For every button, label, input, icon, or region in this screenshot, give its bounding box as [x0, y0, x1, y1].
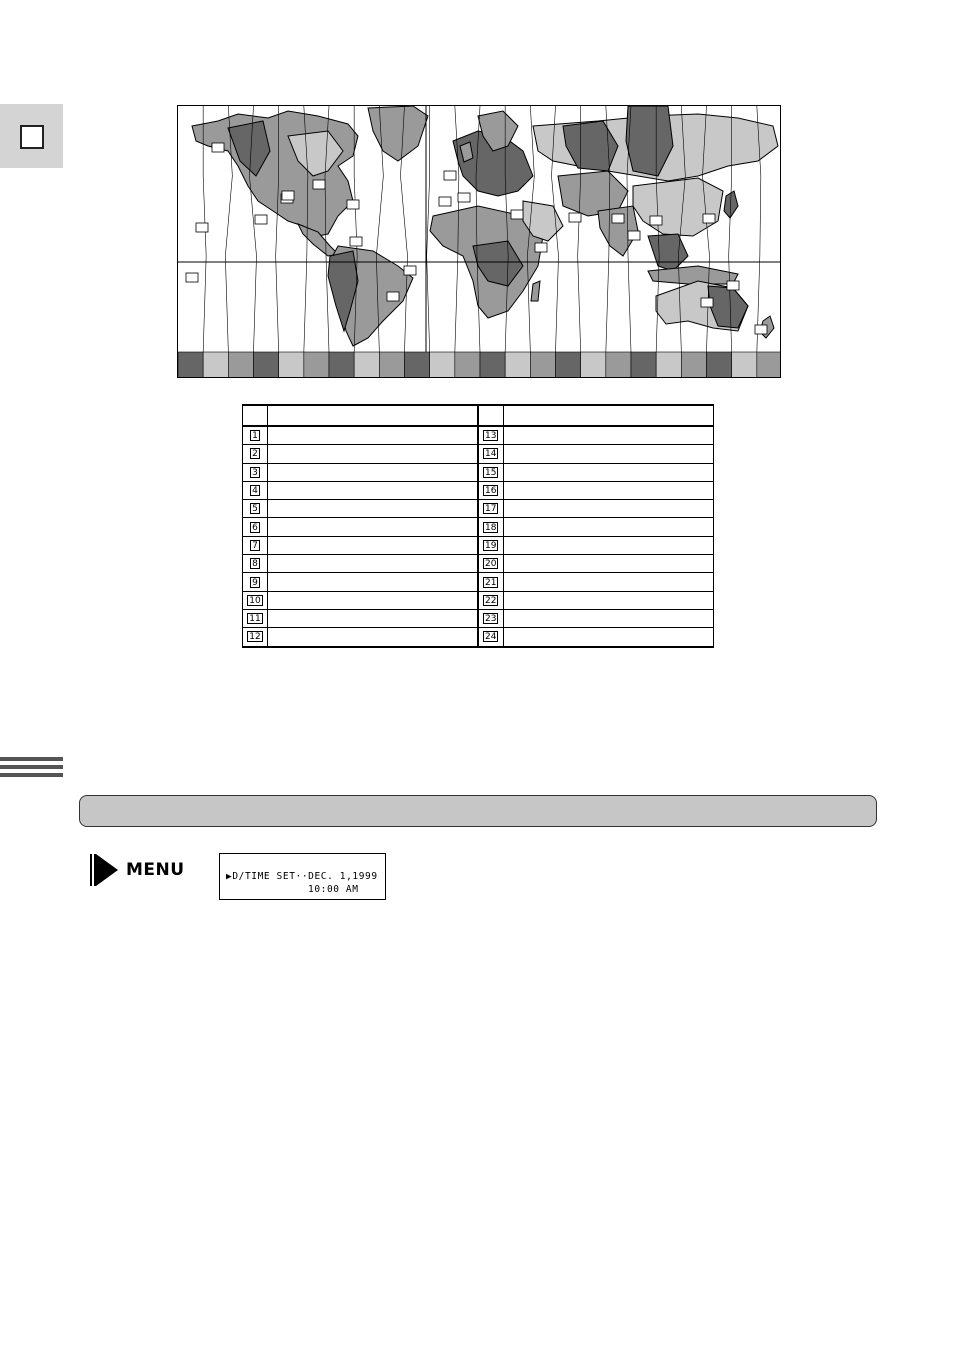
table-row: [243, 536, 714, 554]
zone-shade-cell: [379, 352, 404, 378]
city-marker-box: [212, 143, 224, 152]
zone-number-right: 18: [478, 518, 504, 536]
table-row: [243, 481, 714, 499]
city-marker-box: [727, 281, 739, 290]
city-marker-box: [701, 298, 713, 307]
zone-shade-cell: [681, 352, 706, 378]
zone-shade-cell: [480, 352, 505, 378]
zone-number-right: 20: [478, 555, 504, 573]
menu-label: MENU: [126, 860, 185, 880]
city-marker-box: [511, 210, 523, 219]
table-row: [243, 426, 714, 445]
zone-number-left: 6: [243, 518, 268, 536]
zone-shade-cell: [254, 352, 279, 378]
zone-shade-cell: [228, 352, 253, 378]
zone-number-right: 16: [478, 481, 504, 499]
zone-number-right: 14: [478, 445, 504, 463]
zone-number-right: 21: [478, 573, 504, 591]
city-marker-box: [444, 171, 456, 180]
zone-number-right: 23: [478, 609, 504, 627]
city-marker-box: [255, 215, 267, 224]
zone-area-right: [503, 555, 713, 573]
city-marker-box: [313, 180, 325, 189]
city-marker-box: [186, 273, 198, 282]
zone-shade-cell: [203, 352, 228, 378]
language-tab: [0, 104, 63, 168]
zone-number-left: 7: [243, 536, 268, 554]
zone-shade-cell: [178, 352, 203, 378]
city-marker-box: [755, 325, 767, 334]
zone-number-right: 15: [478, 463, 504, 481]
zone-area-left: [268, 500, 478, 518]
zone-number-right: 19: [478, 536, 504, 554]
zone-area-right: [503, 463, 713, 481]
section-heading-bar: [79, 795, 877, 827]
city-marker-box: [569, 213, 581, 222]
zone-area-left: [268, 591, 478, 609]
zone-area-right: [503, 445, 713, 463]
time-zone-shade-strip: [178, 352, 781, 378]
city-marker-box: [703, 214, 715, 223]
lcd-display: [219, 853, 386, 900]
city-marker-box: [347, 200, 359, 209]
zone-shade-cell: [455, 352, 480, 378]
zone-number-left: 12: [243, 628, 268, 647]
city-marker-box: [196, 223, 208, 232]
zone-area-right: [503, 591, 713, 609]
zone-area-left: [268, 481, 478, 499]
zone-shade-cell: [329, 352, 354, 378]
city-marker-box: [350, 237, 362, 246]
city-marker-box: [535, 243, 547, 252]
zone-shade-cell: [530, 352, 555, 378]
zone-area-right: [503, 628, 713, 647]
zone-area-left: [268, 445, 478, 463]
zone-number-left: 1: [243, 426, 268, 445]
north-america: [192, 111, 358, 236]
zone-area-left: [268, 463, 478, 481]
zone-shade-cell: [505, 352, 530, 378]
southeast-asia: [648, 234, 688, 271]
menu-arrow-icon: [96, 854, 118, 886]
zone-shade-cell: [430, 352, 455, 378]
zone-shade-cell: [581, 352, 606, 378]
table-row: [243, 573, 714, 591]
city-marker-box: [387, 292, 399, 301]
table-header-row: [243, 405, 714, 426]
table-row: [243, 609, 714, 627]
zone-shade-cell: [732, 352, 757, 378]
zone-area-left: [268, 518, 478, 536]
zone-number-right: 13: [478, 426, 504, 445]
zone-shade-cell: [757, 352, 781, 378]
table-row: [243, 591, 714, 609]
zone-number-left: 4: [243, 481, 268, 499]
zone-shade-cell: [656, 352, 681, 378]
zone-number-right: 22: [478, 591, 504, 609]
zone-shade-cell: [631, 352, 656, 378]
zone-area-right: [503, 536, 713, 554]
madagascar: [531, 281, 540, 301]
lcd-line-2: 10:00 AM: [308, 884, 359, 895]
zone-shade-cell: [606, 352, 631, 378]
zone-area-left: [268, 426, 478, 445]
zone-area-left: [268, 555, 478, 573]
zone-area-left: [268, 628, 478, 647]
city-marker-box: [282, 191, 294, 200]
zone-shade-cell: [354, 352, 379, 378]
zone-area-left: [268, 609, 478, 627]
zone-number-left: 2: [243, 445, 268, 463]
table-row: [243, 555, 714, 573]
zone-number-left: 3: [243, 463, 268, 481]
time-zone-table: [242, 404, 714, 648]
header-num-right: [478, 405, 504, 426]
zone-area-right: [503, 426, 713, 445]
china: [633, 178, 723, 236]
header-area-left: [268, 405, 478, 426]
zone-area-left: [268, 536, 478, 554]
lcd-line-1: ▶D/TIME SET··DEC. 1,1999: [226, 871, 378, 882]
zone-number-left: 5: [243, 500, 268, 518]
world-time-zone-map: [177, 105, 781, 378]
continents: [192, 106, 778, 346]
menu-badge: [90, 853, 200, 887]
table-row: [243, 445, 714, 463]
zone-shade-cell: [556, 352, 581, 378]
section-marker-bars: [0, 757, 63, 781]
zone-area-right: [503, 518, 713, 536]
zone-area-right: [503, 573, 713, 591]
zone-number-right: 24: [478, 628, 504, 647]
indonesia: [648, 266, 738, 284]
table-row: [243, 628, 714, 647]
header-area-right: [503, 405, 713, 426]
city-marker-box: [458, 193, 470, 202]
zone-number-left: 10: [243, 591, 268, 609]
zone-shade-cell: [279, 352, 304, 378]
header-num-left: [243, 405, 268, 426]
table-row: [243, 518, 714, 536]
city-marker-box: [628, 231, 640, 240]
zone-number-left: 8: [243, 555, 268, 573]
zone-area-right: [503, 500, 713, 518]
zone-shade-cell: [304, 352, 329, 378]
zone-number-left: 11: [243, 609, 268, 627]
zone-number-right: 17: [478, 500, 504, 518]
table-row: [243, 463, 714, 481]
world-map-svg: [178, 106, 781, 378]
language-tab-box: [20, 125, 44, 149]
zone-area-right: [503, 609, 713, 627]
zone-area-right: [503, 481, 713, 499]
greenland: [368, 106, 428, 161]
zone-shade-cell: [405, 352, 430, 378]
city-marker-box: [612, 214, 624, 223]
city-marker-box: [439, 197, 451, 206]
zone-area-left: [268, 573, 478, 591]
city-marker-box: [650, 216, 662, 225]
zone-shade-cell: [707, 352, 732, 378]
table-row: [243, 500, 714, 518]
city-marker-box: [404, 266, 416, 275]
zone-number-left: 9: [243, 573, 268, 591]
